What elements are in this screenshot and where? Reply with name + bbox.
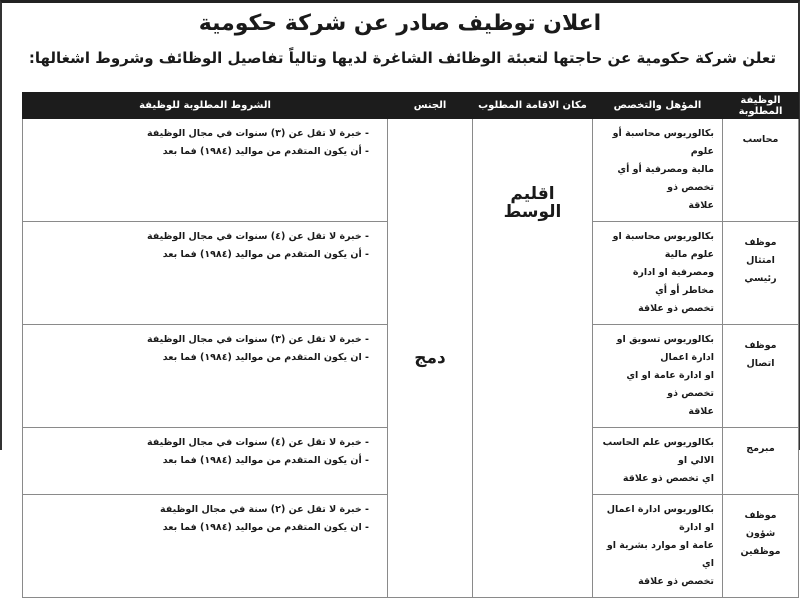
job-cell bbox=[723, 325, 799, 428]
job-cell bbox=[723, 428, 799, 495]
qualification-cell bbox=[593, 495, 723, 598]
job-title: محاسب bbox=[742, 134, 779, 145]
qualification-cell bbox=[593, 222, 723, 325]
job-title: موظفين bbox=[740, 546, 781, 557]
qualification-line: تخصص ذو علاقة bbox=[638, 576, 714, 587]
qualification-line: مالية ومصرفية أو أي تخصص ذو bbox=[617, 164, 714, 193]
qualification-cell bbox=[593, 325, 723, 428]
qualification-line: بكالوريوس علم الحاسب الالي او bbox=[602, 437, 714, 466]
conditions-cell bbox=[23, 222, 388, 325]
header-gender: الجنس bbox=[388, 93, 473, 119]
gender-value: دمج bbox=[414, 348, 446, 368]
qualification-line: علاقة bbox=[688, 200, 714, 211]
qualification-line: بكالوريوس محاسبة أو علوم bbox=[612, 128, 714, 157]
condition-line: - خبرة لا تقل عن (٤) سنوات في مجال الوظيفة bbox=[147, 231, 369, 242]
job-cell bbox=[723, 495, 799, 598]
header-conditions: الشروط المطلوبة للوظيفة bbox=[23, 93, 388, 119]
condition-line: - خبرة لا تقل عن (٣) سنوات في مجال الوظيفة bbox=[147, 334, 369, 345]
qualification-line: اي تخصص ذو علاقة bbox=[622, 473, 714, 484]
condition-line: - خبرة لا تقل عن (٤) سنوات في مجال الوظيفة bbox=[147, 437, 369, 448]
gender-cell bbox=[388, 119, 473, 598]
qualification-line: بكالوريوس ادارة اعمال او ادارة bbox=[606, 504, 714, 533]
qualification-line: علاقة bbox=[688, 406, 714, 417]
job-title: رئيسي bbox=[744, 273, 777, 284]
job-title: موظف امتثال bbox=[744, 237, 777, 266]
conditions-cell bbox=[23, 119, 388, 222]
condition-line: - ان يكون المتقدم من مواليد (١٩٨٤) فما بعد bbox=[162, 522, 369, 533]
conditions-cell bbox=[23, 428, 388, 495]
qualification-cell bbox=[593, 428, 723, 495]
header-job: الوظيفة المطلوبة bbox=[723, 93, 799, 119]
job-title: موظف اتصال bbox=[744, 340, 777, 369]
conditions-cell bbox=[23, 495, 388, 598]
condition-line: - خبرة لا تقل عن (٣) سنوات في مجال الوظيفة bbox=[147, 128, 369, 139]
qualification-cell bbox=[593, 119, 723, 222]
header-location: مكان الاقامة المطلوب bbox=[473, 93, 593, 119]
qualification-line: او ادارة عامة او اي تخصص ذو bbox=[626, 370, 714, 399]
intro-text: تعلن شركة حكومية عن حاجتها لتعبئة الوظائف الشاغرة لديها وتالياً تفاصيل الوظائف وشروط اشغالها: bbox=[28, 49, 776, 67]
qualification-line: عامة او موارد بشرية او اي bbox=[606, 540, 714, 569]
condition-line: - خبرة لا تقل عن (٢) سنة في مجال الوظيفة bbox=[159, 504, 369, 515]
conditions-cell bbox=[23, 325, 388, 428]
condition-line: - ان يكون المتقدم من مواليد (١٩٨٤) فما بعد bbox=[162, 352, 369, 363]
job-title: موظف شؤون bbox=[744, 510, 777, 539]
location-value: اقليم الوسط bbox=[503, 184, 562, 222]
location-cell bbox=[473, 119, 593, 598]
qualification-line: تخصص ذو علاقة bbox=[638, 303, 714, 314]
job-cell bbox=[723, 119, 799, 222]
qualification-line: بكالوريوس محاسبة او علوم مالية bbox=[612, 231, 714, 260]
job-cell bbox=[723, 222, 799, 325]
header-qualification: المؤهل والتخصص bbox=[593, 93, 723, 119]
condition-line: - أن يكون المتقدم من مواليد (١٩٨٤) فما بعد bbox=[162, 249, 369, 260]
table-header-row bbox=[23, 93, 799, 119]
condition-line: - أن يكون المتقدم من مواليد (١٩٨٤) فما بعد bbox=[162, 146, 369, 157]
table-row bbox=[23, 119, 799, 222]
jobs-table bbox=[22, 92, 799, 598]
qualification-line: بكالوريوس تسويق او ادارة اعمال bbox=[616, 334, 714, 363]
qualification-line: ومصرفية او ادارة مخاطر أو أي bbox=[632, 267, 714, 296]
page-title: اعلان توظيف صادر عن شركة حكومية bbox=[198, 11, 602, 36]
job-title: مبرمج bbox=[746, 443, 775, 454]
condition-line: - أن يكون المتقدم من مواليد (١٩٨٤) فما بعد bbox=[162, 455, 369, 466]
